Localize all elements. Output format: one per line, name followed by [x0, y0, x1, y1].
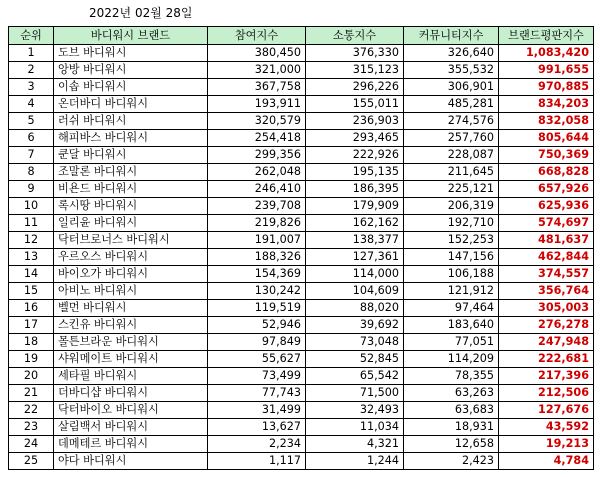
community-cell: 306,901	[404, 79, 499, 96]
rank-cell: 12	[9, 232, 54, 249]
brand-cell: 벨먼 바디워시	[54, 300, 208, 317]
brand-cell: 앙방 바디워시	[54, 62, 208, 79]
header-rank: 순위	[9, 27, 54, 45]
table-row	[9, 45, 594, 62]
brand-cell: 몰튼브라운 바디워시	[54, 334, 208, 351]
participation-cell: 52,946	[208, 317, 306, 334]
table-row	[9, 113, 594, 130]
communication-cell: 315,123	[306, 62, 404, 79]
community-cell: 225,121	[404, 181, 499, 198]
table-row	[9, 79, 594, 96]
table-row	[9, 249, 594, 266]
table-row	[9, 96, 594, 113]
rank-cell: 21	[9, 385, 54, 402]
participation-cell: 31,499	[208, 402, 306, 419]
brand-cell: 닥터바이오 바디워시	[54, 402, 208, 419]
community-cell: 97,464	[404, 300, 499, 317]
report-date: 2022년 02월 28일	[89, 6, 193, 20]
reputation-score-cell: 43,592	[499, 419, 594, 436]
brand-cell: 러쉬 바디워시	[54, 113, 208, 130]
community-cell: 78,355	[404, 368, 499, 385]
brand-cell: 닥터브로너스 바디워시	[54, 232, 208, 249]
reputation-score-cell: 481,637	[499, 232, 594, 249]
rank-cell: 20	[9, 368, 54, 385]
communication-cell: 296,226	[306, 79, 404, 96]
communication-cell: 88,020	[306, 300, 404, 317]
participation-cell: 219,826	[208, 215, 306, 232]
participation-cell: 254,418	[208, 130, 306, 147]
participation-cell: 2,234	[208, 436, 306, 453]
rank-cell: 2	[9, 62, 54, 79]
rank-cell: 9	[9, 181, 54, 198]
brand-cell: 데메테르 바디워시	[54, 436, 208, 453]
rank-cell: 5	[9, 113, 54, 130]
brand-cell: 더바디샵 바디워시	[54, 385, 208, 402]
community-cell: 355,532	[404, 62, 499, 79]
table-row	[9, 436, 594, 453]
communication-cell: 4,321	[306, 436, 404, 453]
rank-cell: 11	[9, 215, 54, 232]
communication-cell: 155,011	[306, 96, 404, 113]
header-brand: 바디워시 브랜드	[54, 27, 208, 45]
rank-cell: 17	[9, 317, 54, 334]
table-row	[9, 181, 594, 198]
table-row	[9, 215, 594, 232]
table-row	[9, 300, 594, 317]
participation-cell: 321,000	[208, 62, 306, 79]
reputation-score-cell: 991,655	[499, 62, 594, 79]
community-cell: 152,253	[404, 232, 499, 249]
participation-cell: 246,410	[208, 181, 306, 198]
table-row	[9, 283, 594, 300]
communication-cell: 71,500	[306, 385, 404, 402]
community-cell: 114,209	[404, 351, 499, 368]
communication-cell: 52,845	[306, 351, 404, 368]
brand-cell: 해피바스 바디워시	[54, 130, 208, 147]
reputation-score-cell: 657,926	[499, 181, 594, 198]
community-cell: 18,931	[404, 419, 499, 436]
communication-cell: 11,034	[306, 419, 404, 436]
community-cell: 183,640	[404, 317, 499, 334]
brand-cell: 도브 바디워시	[54, 45, 208, 62]
community-cell: 2,423	[404, 453, 499, 470]
brand-cell: 세타필 바디워시	[54, 368, 208, 385]
participation-cell: 1,117	[208, 453, 306, 470]
communication-cell: 1,244	[306, 453, 404, 470]
table-row	[9, 198, 594, 215]
rank-cell: 14	[9, 266, 54, 283]
rank-cell: 15	[9, 283, 54, 300]
table-row	[9, 62, 594, 79]
reputation-score-cell: 4,784	[499, 453, 594, 470]
table-row	[9, 164, 594, 181]
reputation-score-cell: 19,213	[499, 436, 594, 453]
reputation-score-cell: 127,676	[499, 402, 594, 419]
communication-cell: 127,361	[306, 249, 404, 266]
rank-cell: 16	[9, 300, 54, 317]
community-cell: 257,760	[404, 130, 499, 147]
reputation-score-cell: 276,278	[499, 317, 594, 334]
reputation-score-cell: 574,697	[499, 215, 594, 232]
rank-cell: 18	[9, 334, 54, 351]
community-cell: 211,645	[404, 164, 499, 181]
reputation-score-cell: 356,764	[499, 283, 594, 300]
rank-cell: 24	[9, 436, 54, 453]
rank-cell: 22	[9, 402, 54, 419]
participation-cell: 97,849	[208, 334, 306, 351]
brand-cell: 록시땅 바디워시	[54, 198, 208, 215]
community-cell: 192,710	[404, 215, 499, 232]
brand-cell: 아비노 바디워시	[54, 283, 208, 300]
participation-cell: 154,369	[208, 266, 306, 283]
community-cell: 77,051	[404, 334, 499, 351]
table-row	[9, 402, 594, 419]
header-brand-reputation-index: 브랜드평판지수	[499, 27, 594, 45]
communication-cell: 65,542	[306, 368, 404, 385]
communication-cell: 39,692	[306, 317, 404, 334]
reputation-score-cell: 805,644	[499, 130, 594, 147]
communication-cell: 222,926	[306, 147, 404, 164]
participation-cell: 55,627	[208, 351, 306, 368]
communication-cell: 73,048	[306, 334, 404, 351]
brand-reputation-table	[8, 26, 594, 470]
reputation-score-cell: 970,885	[499, 79, 594, 96]
header-communication-index: 소통지수	[306, 27, 404, 45]
brand-cell: 온더바디 바디워시	[54, 96, 208, 113]
participation-cell: 239,708	[208, 198, 306, 215]
rank-cell: 25	[9, 453, 54, 470]
communication-cell: 32,493	[306, 402, 404, 419]
table-header-row	[9, 27, 594, 45]
reputation-score-cell: 1,083,420	[499, 45, 594, 62]
rank-cell: 10	[9, 198, 54, 215]
community-cell: 326,640	[404, 45, 499, 62]
participation-cell: 77,743	[208, 385, 306, 402]
participation-cell: 73,499	[208, 368, 306, 385]
rank-cell: 23	[9, 419, 54, 436]
table-row	[9, 130, 594, 147]
table-row	[9, 147, 594, 164]
table-row	[9, 317, 594, 334]
community-cell: 63,683	[404, 402, 499, 419]
rank-cell: 8	[9, 164, 54, 181]
participation-cell: 367,758	[208, 79, 306, 96]
rank-cell: 4	[9, 96, 54, 113]
participation-cell: 262,048	[208, 164, 306, 181]
header-participation-index: 참여지수	[208, 27, 306, 45]
brand-cell: 조말론 바디워시	[54, 164, 208, 181]
participation-cell: 299,356	[208, 147, 306, 164]
brand-cell: 바이오가 바디워시	[54, 266, 208, 283]
brand-cell: 스킨유 바디워시	[54, 317, 208, 334]
participation-cell: 13,627	[208, 419, 306, 436]
community-cell: 121,912	[404, 283, 499, 300]
reputation-score-cell: 212,506	[499, 385, 594, 402]
community-cell: 12,658	[404, 436, 499, 453]
reputation-score-cell: 374,557	[499, 266, 594, 283]
community-cell: 206,319	[404, 198, 499, 215]
brand-cell: 일리윤 바디워시	[54, 215, 208, 232]
brand-cell: 우르오스 바디워시	[54, 249, 208, 266]
participation-cell: 130,242	[208, 283, 306, 300]
community-cell: 228,087	[404, 147, 499, 164]
community-cell: 63,263	[404, 385, 499, 402]
reputation-score-cell: 462,844	[499, 249, 594, 266]
table-row	[9, 334, 594, 351]
table-row	[9, 453, 594, 470]
communication-cell: 293,465	[306, 130, 404, 147]
communication-cell: 186,395	[306, 181, 404, 198]
communication-cell: 162,162	[306, 215, 404, 232]
table-row	[9, 368, 594, 385]
communication-cell: 104,609	[306, 283, 404, 300]
reputation-score-cell: 625,936	[499, 198, 594, 215]
participation-cell: 191,007	[208, 232, 306, 249]
communication-cell: 195,135	[306, 164, 404, 181]
communication-cell: 114,000	[306, 266, 404, 283]
brand-cell: 살림백서 바디워시	[54, 419, 208, 436]
rank-cell: 7	[9, 147, 54, 164]
reputation-score-cell: 305,003	[499, 300, 594, 317]
participation-cell: 188,326	[208, 249, 306, 266]
community-cell: 106,188	[404, 266, 499, 283]
brand-cell: 비욘드 바디워시	[54, 181, 208, 198]
community-cell: 485,281	[404, 96, 499, 113]
brand-cell: 야다 바디워시	[54, 453, 208, 470]
reputation-score-cell: 832,058	[499, 113, 594, 130]
reputation-score-cell: 222,681	[499, 351, 594, 368]
rank-cell: 3	[9, 79, 54, 96]
participation-cell: 193,911	[208, 96, 306, 113]
rank-cell: 1	[9, 45, 54, 62]
community-cell: 147,156	[404, 249, 499, 266]
participation-cell: 320,579	[208, 113, 306, 130]
communication-cell: 179,909	[306, 198, 404, 215]
participation-cell: 380,450	[208, 45, 306, 62]
communication-cell: 236,903	[306, 113, 404, 130]
brand-cell: 쿤달 바디워시	[54, 147, 208, 164]
participation-cell: 119,519	[208, 300, 306, 317]
reputation-score-cell: 247,948	[499, 334, 594, 351]
reputation-score-cell: 668,828	[499, 164, 594, 181]
brand-cell: 이솝 바디워시	[54, 79, 208, 96]
brand-cell: 샤워메이트 바디워시	[54, 351, 208, 368]
communication-cell: 376,330	[306, 45, 404, 62]
table-row	[9, 419, 594, 436]
table-row	[9, 266, 594, 283]
rank-cell: 19	[9, 351, 54, 368]
table-row	[9, 232, 594, 249]
communication-cell: 138,377	[306, 232, 404, 249]
rank-cell: 13	[9, 249, 54, 266]
table-row	[9, 385, 594, 402]
rank-cell: 6	[9, 130, 54, 147]
reputation-score-cell: 217,396	[499, 368, 594, 385]
reputation-score-cell: 834,203	[499, 96, 594, 113]
table-row	[9, 351, 594, 368]
header-community-index: 커뮤니티지수	[404, 27, 499, 45]
community-cell: 274,576	[404, 113, 499, 130]
reputation-score-cell: 750,369	[499, 147, 594, 164]
